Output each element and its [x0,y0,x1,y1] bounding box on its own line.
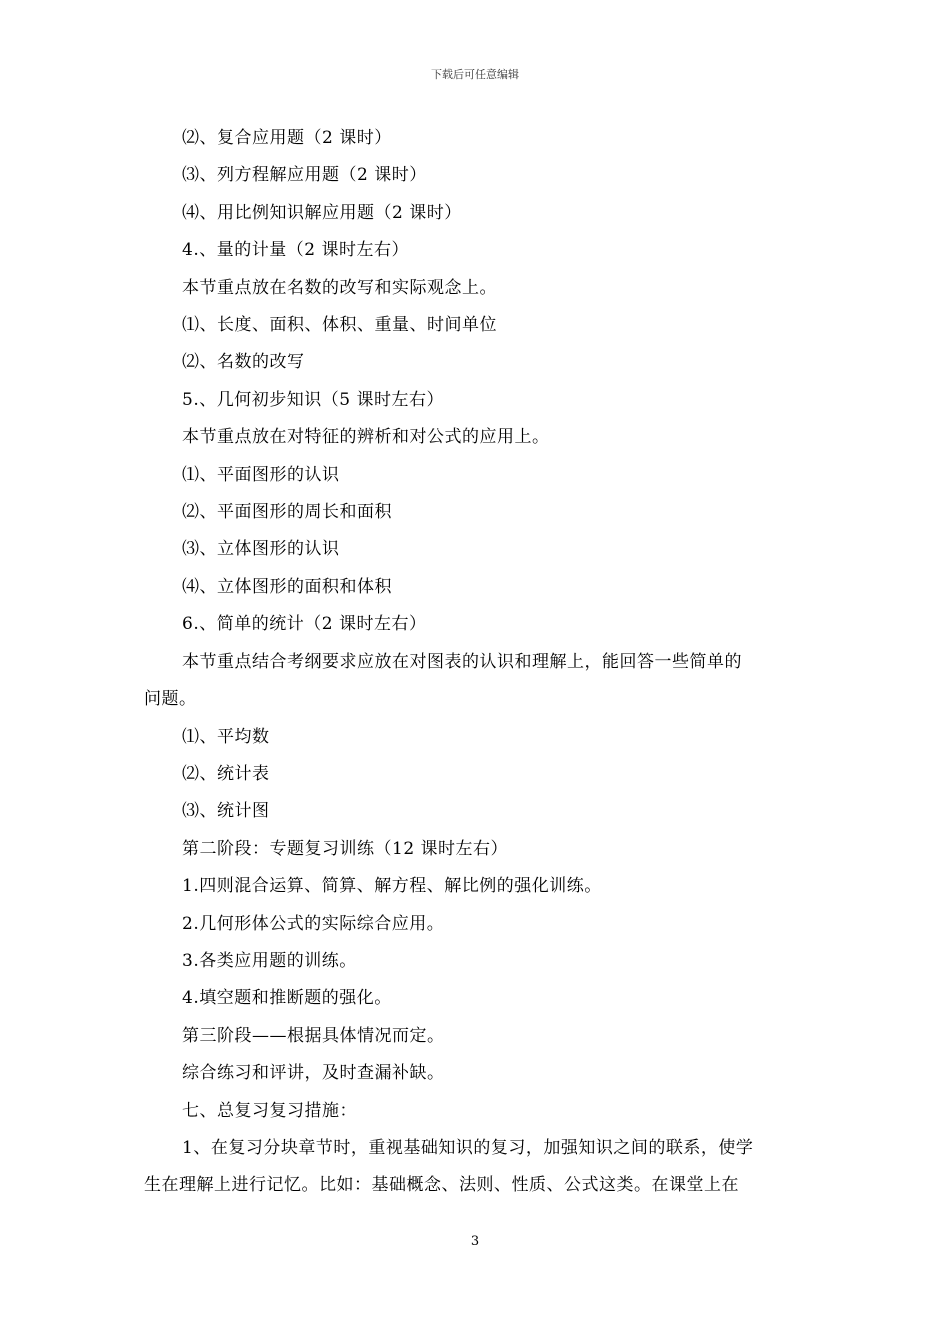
text-line: 本节重点放在对特征的辨析和对公式的应用上。 [182,427,550,448]
text-line: ⑴、长度、面积、体积、重量、时间单位 [182,315,497,336]
document-body [144,120,808,1205]
text-line: ⑷、立体图形的面积和体积 [182,576,392,597]
text-line: 问题。 [144,689,197,710]
text-line: ⑶、统计图 [182,801,270,822]
text-line: 综合练习和评讲，及时查漏补缺。 [182,1063,445,1084]
text-line: ⑴、平均数 [182,726,270,747]
text-line: ⑷、用比例知识解应用题（2 课时） [182,202,462,223]
section-heading: 4.、量的计量（2 课时左右） [182,240,409,261]
text-line: ⑵、复合应用题（2 课时） [182,128,392,148]
text-line: ⑶、立体图形的认识 [182,539,340,560]
section-heading: 5.、几何初步知识（5 课时左右） [182,389,444,410]
text-line: 本节重点结合考纲要求应放在对图表的认识和理解上，能回答一些简单的 [182,651,742,672]
section-heading: 七、总复习复习措施： [182,1100,357,1121]
text-line: ⑵、平面图形的周长和面积 [182,502,392,523]
text-line: 3.各类应用题的训练。 [182,950,357,971]
section-heading: 第三阶段——根据具体情况而定。 [182,1025,445,1046]
text-line: 1、在复习分块章节时，重视基础知识的复习，加强知识之间的联系，使学 [182,1137,754,1158]
text-line: ⑵、统计表 [182,763,270,784]
section-heading: 6.、简单的统计（2 课时左右） [182,614,427,635]
text-line: 1.四则混合运算、简算、解方程、解比例的强化训练。 [182,876,602,897]
text-line: ⑴、平面图形的认识 [182,464,340,485]
text-line: 生在理解上进行记忆。比如：基础概念、法则、性质、公式这类。在课堂上在 [144,1175,739,1196]
text-line: 本节重点放在名数的改写和实际观念上。 [182,277,497,298]
text-line: 4.填空题和推断题的强化。 [182,988,392,1009]
page-number: 3 [470,1234,480,1249]
section-heading: 第二阶段：专题复习训练（12 课时左右） [182,838,509,859]
text-line: ⑶、列方程解应用题（2 课时） [182,165,427,186]
text-line: ⑵、名数的改写 [182,352,305,373]
text-line: 2.几何形体公式的实际综合应用。 [182,913,445,934]
page-header: 下载后可任意编辑 [431,68,519,81]
